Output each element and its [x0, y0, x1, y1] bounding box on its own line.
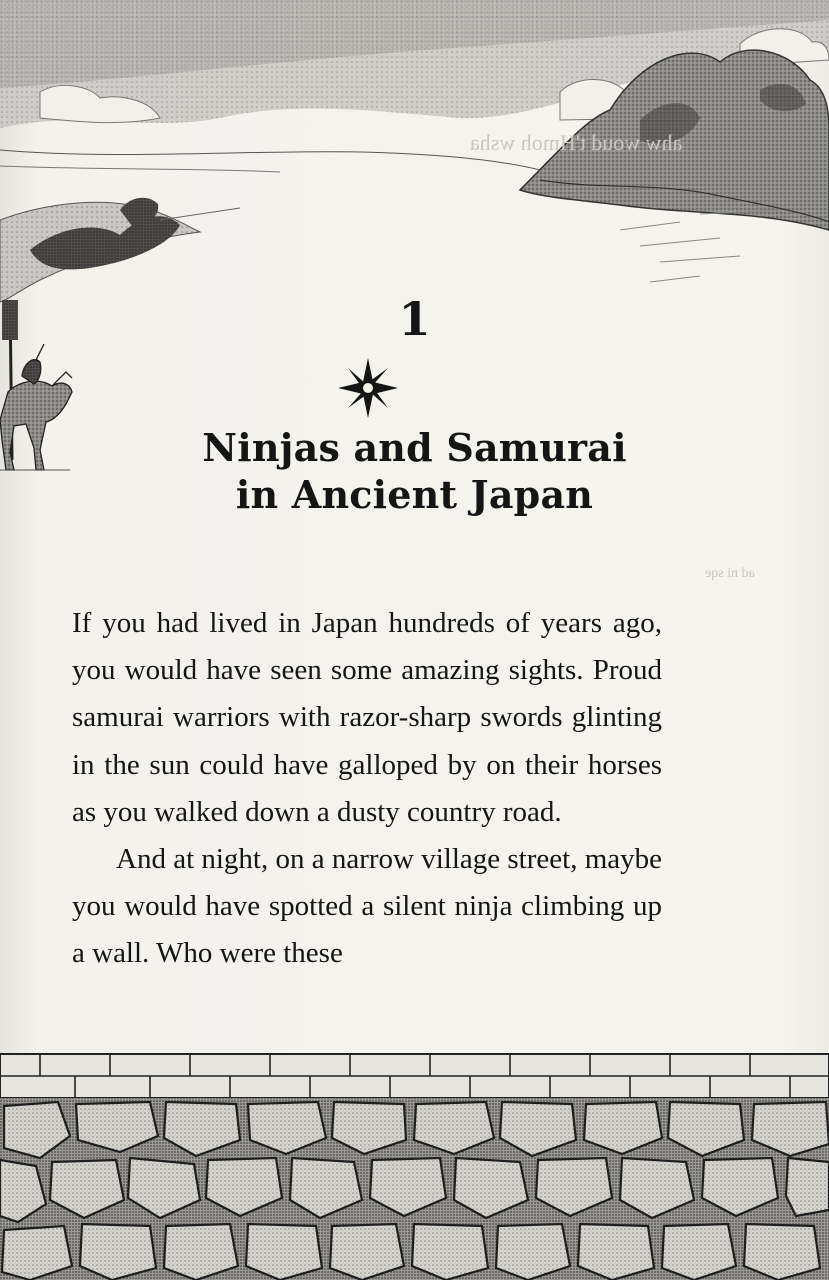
body-text — [72, 600, 662, 978]
paragraph-1: If you had lived in Japan hundreds of years ago, you would have seen some amazing sights. Proud samurai warriors with razor-sharp swords glinting in the sun could have galloped by on their horses as you walked down a dusty country road. — [72, 607, 662, 828]
chapter-title — [60, 424, 769, 518]
show-through-text: ahw woud t'Hmoh wsha — [470, 130, 683, 155]
landscape-illustration — [0, 0, 829, 480]
chapter-title-line-2: in Ancient Japan — [235, 472, 594, 517]
show-through-caption: ad ni sqe — [705, 566, 755, 581]
stone-wall-illustration — [0, 1040, 829, 1280]
paragraph-2: And at night, on a narrow village street, maybe you would have spotted a silent ninja climbing up a wall. Who were these — [72, 843, 663, 970]
chapter-title-line-1: Ninjas and Samurai — [202, 425, 627, 470]
shuriken-icon — [336, 356, 400, 420]
chapter-number: 1 — [398, 292, 431, 346]
